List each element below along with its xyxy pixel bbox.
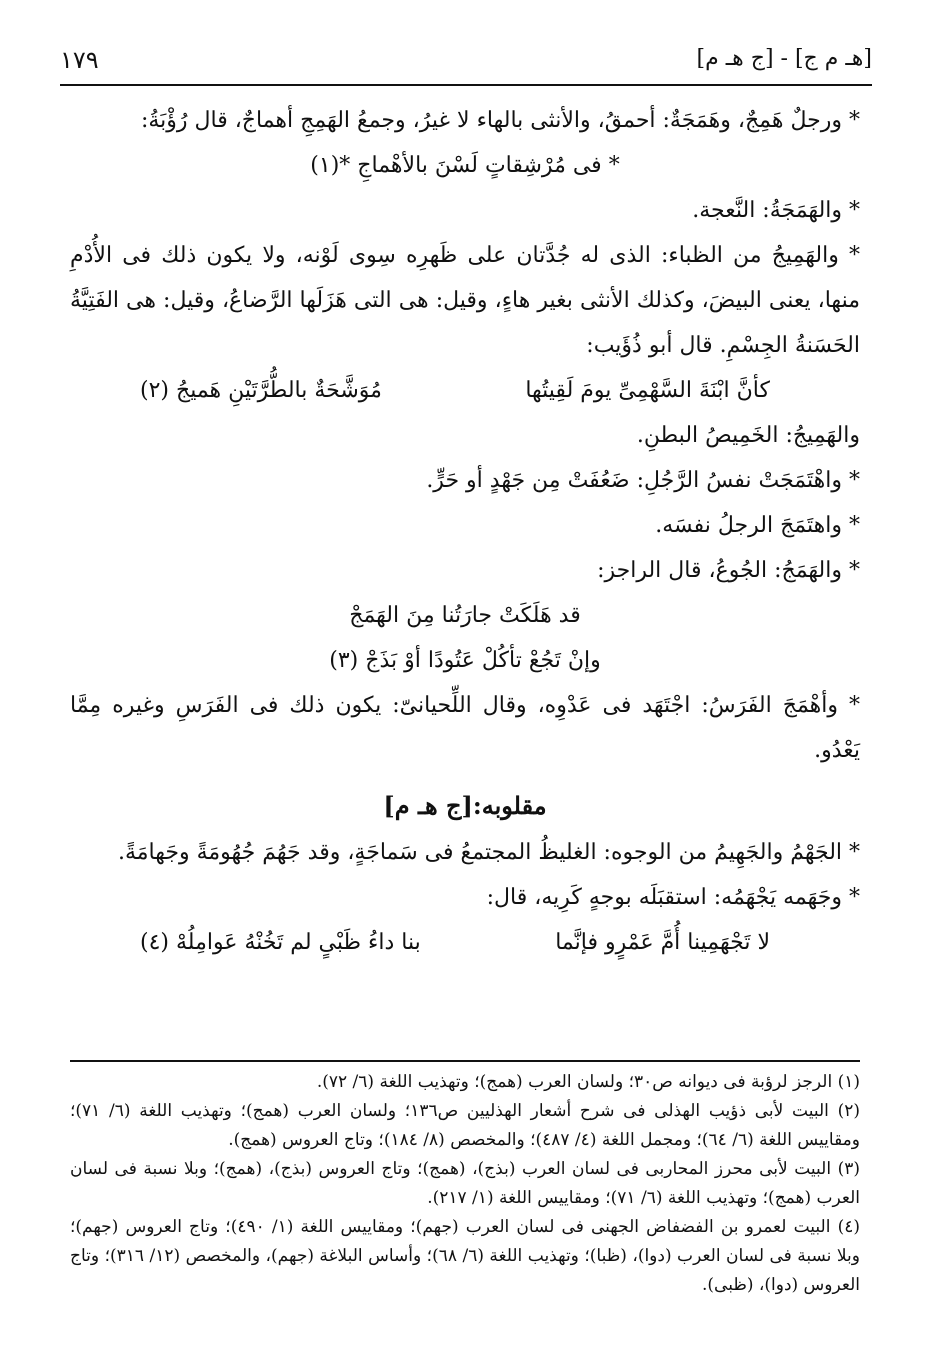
paragraph: والهَمِيجُ: الخَمِيصُ البطنِ.: [636, 423, 860, 448]
section-label: [هـ م ج] - [ج هـ م]: [696, 46, 872, 71]
paragraph: * واهتَمَجَ الرجلُ نفسَه.: [655, 513, 860, 538]
verse-hemistich-first: كأنَّ ابْنَةَ السَّهْمِىِّ يومَ لَقِيتُها: [525, 378, 770, 403]
paragraph: * وجَهَمه يَجْهَمُه: استقبَلَه بوجهٍ كَرِيه، قال:: [486, 885, 860, 910]
verse-hemistich-second: بنا داءُ ظَبْىٍ لم تَخُنْهُ عَوامِلُهْ (٤): [140, 930, 421, 955]
footnote: (٢) البيت لأبى ذؤيب الهذلى فى شرح أشعار الهذليين ص١٣٦؛ ولسان العرب (همج)؛ وتهذيب اللغة (٦/ ٧١)؛ ومقاييس اللغة (٦/ ٦٤)؛ ومجمل اللغة (٤/ ٤٨٧)؛ والمخصص (٨/ ١٨٤)؛ وتاج العروس (همج).: [70, 1101, 861, 1150]
verse: [70, 920, 860, 965]
paragraph: * والهَمَجَةُ: النَّعجة.: [692, 198, 860, 223]
verse: [70, 368, 860, 413]
footnotes: [70, 1060, 860, 1300]
verse-hemistich-second: مُوَشَّحَةٌ بالطُّرَّتَيْنِ هَميجُ (٢): [140, 378, 382, 403]
paragraph: * وأهْمَجَ الفَرَسُ: اجْتَهَد فى عَدْوِه، وقال اللِّحيانىّ: يكون ذلك فى الفَرَسِ وغيره مِمَّا يَعْدُو.: [70, 693, 860, 763]
verse-line: وإنْ تَجُعْ تأكُلْ عَتُودًا أوْ بَذَجْ (٣): [329, 648, 601, 673]
paragraph: * ورجلٌ هَمِجٌ، وهَمَجَةٌ: أحمقُ، والأنثى بالهاء لا غيرُ، وجمعُ الهَمِجِ أهماجٌ، قال رُؤْبَةُ:: [140, 108, 860, 133]
paragraph: * والهَمِيجُ من الظباء: الذى له جُدَّتان على ظَهرِه سِوى لَوْنه، ولا يكون ذلك فى الأُدْمِ منها، يعنى البيضَ، وكذلك الأنثى بغير هاءٍ، وقيل: هى التى هَزَلَها الرَّضاعُ، وقيل: هى الفَتِيَّةُ الحَسَنةُ الجِسْمِ. قال أبو ذُؤَيب:: [70, 243, 860, 358]
verse-line: * فى مُرْشِقاتٍ لَسْنَ بالأهْماجِ *(١): [310, 153, 620, 178]
paragraph: * الجَهْمُ والجَهِيمُ من الوجوه: الغليظُ المجتمعُ فى سَماجَةٍ، وقد جَهُمَ جُهُومَةً وجَهامَةً.: [117, 840, 860, 865]
paragraph: * والهَمَجُ: الجُوعُ، قال الراجز:: [597, 558, 860, 583]
main-text: [70, 98, 860, 965]
page-number: ١٧٩: [60, 46, 99, 74]
verse-hemistich-first: لا تَجْهَمِينا أُمَّ عَمْرٍو فإنَّما: [555, 930, 770, 955]
paragraph: * واهْتَمَجَتْ نفسُ الرَّجُلِ: ضَعُفَتْ مِن جَهْدٍ أو حَرٍّ.: [426, 468, 860, 493]
footnote: (١) الرجز لرؤبة فى ديوانه ص٣٠؛ ولسان العرب (همج)؛ وتهذيب اللغة (٦/ ٧٢).: [316, 1072, 860, 1092]
page-header: [60, 40, 872, 86]
verse-line: قد هَلَكَتْ جارَتُنا مِنَ الهَمَجْ: [349, 603, 581, 628]
footnote: (٣) البيت لأبى محرز المحاربى فى لسان العرب (بذج)، (همج)؛ وتاج العروس (بذج)، (همج)؛ وبلا نسبة فى لسان العرب (همج)؛ وتهذيب اللغة (٦/ ٧١)؛ ومقاييس اللغة (١/ ٢١٧).: [70, 1159, 860, 1208]
section-heading: مقلوبه:[ج هـ م]: [383, 791, 547, 820]
footnote: (٤) البيت لعمرو بن الفضفاض الجهنى فى لسان العرب (جهم)؛ ومقاييس اللغة (١/ ٤٩٠)؛ وتاج العروس (جهم)؛ وبلا نسبة فى لسان العرب (دوا)، (ظبا)؛ وتهذيب اللغة (٦/ ٦٨)؛ وأساس البلاغة (جهم)، والمخصص (١٢/ ٣١٦)؛ وتاج العروس (دوا)، (ظبى).: [70, 1217, 860, 1295]
